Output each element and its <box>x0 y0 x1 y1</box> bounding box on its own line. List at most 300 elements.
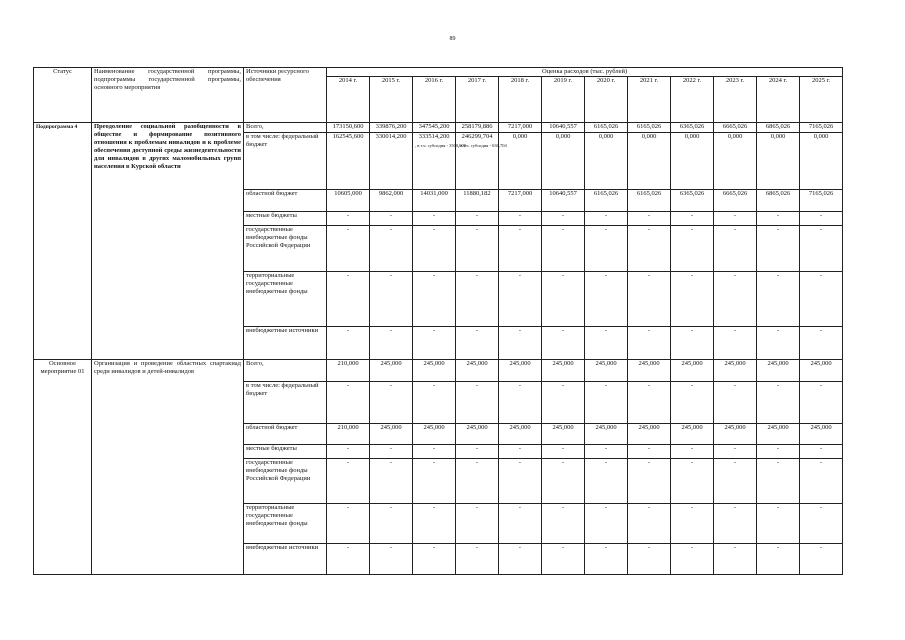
amount-value: - <box>389 504 393 511</box>
amount-cell <box>327 445 370 459</box>
amount-value: 245,000 <box>466 360 488 367</box>
amount-cell <box>800 327 843 360</box>
amount-cell <box>413 190 456 212</box>
amount-value: 245,000 <box>767 360 789 367</box>
amount-value: - <box>604 459 608 466</box>
amount-cell <box>542 212 585 226</box>
amount-value: - <box>432 272 436 279</box>
year-header: 2020 г. <box>585 77 628 123</box>
amount-value: - <box>647 504 651 511</box>
amount-value: 11880,182 <box>463 190 491 197</box>
amount-cell <box>800 226 843 272</box>
funding-source-cell: местные бюджеты <box>244 445 327 459</box>
amount-value: 0,000 <box>770 133 786 140</box>
amount-cell <box>327 459 370 504</box>
amount-cell <box>714 544 757 575</box>
amount-value: 333514,200 <box>418 133 450 140</box>
amount-cell <box>671 212 714 226</box>
amount-value: - <box>604 272 608 279</box>
amount-value: 6865,026 <box>765 190 791 197</box>
amount-cell <box>413 445 456 459</box>
amount-value: 0,000 <box>598 133 614 140</box>
amount-cell <box>499 190 542 212</box>
amount-cell <box>499 272 542 327</box>
amount-cell <box>800 190 843 212</box>
year-header: 2019 г. <box>542 77 585 123</box>
amount-cell <box>413 133 466 190</box>
amount-value: - <box>561 226 565 233</box>
amount-cell <box>456 382 499 424</box>
amount-value: - <box>518 327 522 334</box>
amount-cell <box>757 123 800 133</box>
amount-cell <box>585 133 628 190</box>
amount-cell <box>714 445 757 459</box>
amount-cell <box>714 424 757 445</box>
amount-value: - <box>475 327 479 334</box>
amount-value: - <box>475 382 479 389</box>
amount-value: - <box>647 459 651 466</box>
funding-source-cell: внебюджетные источники <box>244 327 327 360</box>
amount-value: 330014,200 <box>375 133 407 140</box>
amount-value: - <box>647 445 651 452</box>
amount-cell <box>499 123 542 133</box>
amount-cell <box>585 226 628 272</box>
amount-cell <box>456 226 499 272</box>
amount-cell <box>370 212 413 226</box>
funding-source-cell: государственные внебюджетные фонды Российской Федерации <box>244 459 327 504</box>
amount-value: 258179,886 <box>461 123 493 130</box>
table-row <box>34 360 843 382</box>
amount-value: 245,000 <box>423 360 445 367</box>
amount-value: 245,000 <box>595 424 617 431</box>
amount-value: - <box>518 504 522 511</box>
amount-cell <box>456 133 507 190</box>
amount-value: - <box>604 382 608 389</box>
amount-cell <box>671 445 714 459</box>
amount-value: - <box>389 226 393 233</box>
amount-cell <box>413 360 456 382</box>
amount-value: - <box>432 504 436 511</box>
amount-value: - <box>819 327 823 334</box>
amount-value: - <box>389 459 393 466</box>
amount-value: - <box>518 212 522 219</box>
amount-value: - <box>518 226 522 233</box>
amount-value: 245,000 <box>509 360 531 367</box>
year-header: 2014 г. <box>327 77 370 123</box>
amount-cell <box>327 382 370 424</box>
amount-cell <box>327 190 370 212</box>
amount-value: 6165,026 <box>636 190 662 197</box>
amount-value: 6865,026 <box>765 123 791 130</box>
amount-value: - <box>776 272 780 279</box>
amount-value: - <box>733 445 737 452</box>
amount-value: 210,000 <box>337 360 359 367</box>
header-row <box>34 68 843 77</box>
amount-cell <box>499 382 542 424</box>
amount-value: 0,000 <box>555 133 571 140</box>
amount-value: - <box>518 382 522 389</box>
amount-value: - <box>432 445 436 452</box>
amount-cell <box>757 226 800 272</box>
amount-cell <box>671 190 714 212</box>
amount-cell <box>757 424 800 445</box>
amount-value: - <box>346 459 350 466</box>
amount-value: - <box>776 459 780 466</box>
amount-value: - <box>346 226 350 233</box>
amount-cell <box>714 360 757 382</box>
amount-cell <box>757 382 800 424</box>
amount-cell <box>671 459 714 504</box>
subsidy-note: , в т.ч. субсидия - 630,704 <box>458 143 507 148</box>
amount-cell <box>757 459 800 504</box>
amount-cell <box>370 226 413 272</box>
year-header: 2021 г. <box>628 77 671 123</box>
amount-value: - <box>733 382 737 389</box>
amount-cell <box>671 360 714 382</box>
amount-cell <box>370 133 413 190</box>
amount-cell <box>413 504 456 544</box>
amount-cell <box>757 504 800 544</box>
amount-cell <box>714 190 757 212</box>
amount-value: - <box>389 382 393 389</box>
amount-value: - <box>733 212 737 219</box>
amount-cell <box>628 424 671 445</box>
amount-value: - <box>561 327 565 334</box>
amount-cell <box>757 327 800 360</box>
amount-value: - <box>475 212 479 219</box>
header-source: Источники ресурсного обеспечения <box>244 68 327 123</box>
amount-value: 245,000 <box>380 424 402 431</box>
amount-cell <box>370 360 413 382</box>
amount-value: - <box>389 445 393 452</box>
amount-cell <box>585 327 628 360</box>
amount-cell <box>456 212 499 226</box>
amount-value: 173150,600 <box>332 123 364 130</box>
amount-cell <box>327 544 370 575</box>
amount-cell <box>628 212 671 226</box>
amount-value: - <box>733 504 737 511</box>
amount-value: 245,000 <box>724 424 746 431</box>
amount-value: 339876,200 <box>375 123 407 130</box>
amount-value: - <box>346 212 350 219</box>
amount-value: 6365,026 <box>679 190 705 197</box>
amount-cell <box>628 327 671 360</box>
amount-cell <box>800 212 843 226</box>
amount-value: - <box>819 459 823 466</box>
amount-cell <box>628 360 671 382</box>
amount-cell <box>456 327 499 360</box>
amount-value: 6165,026 <box>593 190 619 197</box>
funding-source-cell: Всего, <box>244 123 327 133</box>
amount-cell <box>542 360 585 382</box>
amount-value: 245,000 <box>681 360 703 367</box>
amount-cell <box>671 133 714 190</box>
amount-cell <box>499 327 542 360</box>
amount-cell <box>413 123 456 133</box>
funding-source-cell: областной бюджет <box>244 424 327 445</box>
amount-value: 245,000 <box>466 424 488 431</box>
amount-cell <box>499 212 542 226</box>
year-header: 2017 г. <box>456 77 499 123</box>
amount-cell <box>499 459 542 504</box>
header-name: Наименование государственной программы, подпрограммы государственной программы, основного мероприятия <box>92 68 244 123</box>
amount-cell <box>757 133 800 190</box>
amount-cell <box>714 459 757 504</box>
amount-cell <box>671 226 714 272</box>
status-cell: Основное мероприятие 01 <box>34 360 92 575</box>
funding-source-cell: Всего, <box>244 360 327 382</box>
amount-value: - <box>733 459 737 466</box>
amount-cell <box>542 424 585 445</box>
amount-value: - <box>604 504 608 511</box>
amount-value: - <box>475 544 479 551</box>
amount-value: - <box>776 504 780 511</box>
amount-cell <box>671 327 714 360</box>
amount-cell <box>800 424 843 445</box>
amount-cell <box>327 360 370 382</box>
amount-cell <box>671 382 714 424</box>
amount-value: - <box>346 445 350 452</box>
amount-cell <box>456 360 499 382</box>
amount-value: - <box>561 382 565 389</box>
amount-cell <box>800 459 843 504</box>
amount-cell <box>800 272 843 327</box>
amount-cell <box>628 272 671 327</box>
amount-cell <box>585 544 628 575</box>
amount-value: - <box>690 212 694 219</box>
amount-cell <box>327 424 370 445</box>
amount-value: - <box>776 382 780 389</box>
amount-value: - <box>561 272 565 279</box>
amount-cell <box>585 445 628 459</box>
amount-value: - <box>604 226 608 233</box>
amount-value: 6165,026 <box>636 123 662 130</box>
amount-cell <box>800 445 843 459</box>
amount-cell <box>585 272 628 327</box>
amount-value: 245,000 <box>810 360 832 367</box>
amount-value: 7165,026 <box>808 123 834 130</box>
amount-cell <box>671 544 714 575</box>
amount-value: - <box>690 226 694 233</box>
amount-cell <box>757 360 800 382</box>
amount-cell <box>714 272 757 327</box>
amount-cell <box>327 123 370 133</box>
amount-value: - <box>690 445 694 452</box>
amount-value: - <box>647 544 651 551</box>
amount-cell <box>456 190 499 212</box>
amount-value: - <box>561 459 565 466</box>
amount-cell <box>327 504 370 544</box>
amount-cell <box>370 123 413 133</box>
amount-value: 210,000 <box>337 424 359 431</box>
amount-value: - <box>604 445 608 452</box>
amount-value: - <box>389 272 393 279</box>
amount-value: - <box>518 272 522 279</box>
amount-value: - <box>518 459 522 466</box>
amount-value: - <box>819 382 823 389</box>
amount-cell <box>327 133 370 190</box>
amount-cell <box>413 424 456 445</box>
amount-value: 7217,000 <box>507 190 533 197</box>
amount-cell <box>714 382 757 424</box>
funding-source-cell: территориальные государственные внебюджетные фонды <box>244 272 327 327</box>
amount-value: - <box>647 212 651 219</box>
amount-value: 0,000 <box>684 133 700 140</box>
funding-source-cell: областной бюджет <box>244 190 327 212</box>
amount-cell <box>413 226 456 272</box>
year-header: 2016 г. <box>413 77 456 123</box>
amount-cell <box>585 360 628 382</box>
amount-value: 347545,200 <box>418 123 450 130</box>
amount-value: 6165,026 <box>593 123 619 130</box>
amount-cell <box>800 382 843 424</box>
amount-value: - <box>475 459 479 466</box>
amount-cell <box>585 459 628 504</box>
amount-cell <box>370 459 413 504</box>
amount-value: 245,000 <box>638 360 660 367</box>
amount-cell <box>413 212 456 226</box>
amount-value: - <box>432 212 436 219</box>
amount-cell <box>714 226 757 272</box>
amount-cell <box>628 382 671 424</box>
amount-value: - <box>819 504 823 511</box>
amount-cell <box>542 504 585 544</box>
amount-value: - <box>561 445 565 452</box>
amount-value: - <box>690 544 694 551</box>
amount-cell <box>671 424 714 445</box>
amount-cell <box>585 123 628 133</box>
amount-value: - <box>647 382 651 389</box>
subsidy-note: , в т.ч. субсидия - 3500,000 <box>415 143 466 148</box>
header-status: Статус <box>34 68 92 123</box>
amount-value: - <box>819 544 823 551</box>
header-estimate: Оценка расходов (тыс. рублей) <box>327 68 843 77</box>
amount-cell <box>499 504 542 544</box>
amount-cell <box>585 190 628 212</box>
amount-cell <box>671 123 714 133</box>
amount-cell <box>585 424 628 445</box>
table-row <box>34 123 843 133</box>
amount-cell <box>327 226 370 272</box>
amount-cell <box>628 133 671 190</box>
amount-value: 245,000 <box>681 424 703 431</box>
amount-cell <box>800 123 843 133</box>
amount-cell <box>800 544 843 575</box>
amount-value: 7217,000 <box>507 123 533 130</box>
amount-cell <box>413 382 456 424</box>
amount-value: 9862,000 <box>378 190 404 197</box>
amount-value: - <box>776 544 780 551</box>
amount-cell <box>671 272 714 327</box>
amount-value: - <box>346 382 350 389</box>
budget-table <box>33 67 843 575</box>
amount-value: - <box>346 272 350 279</box>
amount-value: - <box>776 445 780 452</box>
amount-cell <box>542 226 585 272</box>
amount-cell <box>757 190 800 212</box>
amount-value: - <box>819 272 823 279</box>
amount-value: 245,000 <box>552 360 574 367</box>
amount-cell <box>628 459 671 504</box>
amount-cell <box>800 133 843 190</box>
amount-value: 0,000 <box>727 133 743 140</box>
amount-value: - <box>432 382 436 389</box>
amount-value: - <box>733 226 737 233</box>
amount-cell <box>327 272 370 327</box>
amount-cell <box>499 360 542 382</box>
funding-source-cell: территориальные государственные внебюджетные фонды <box>244 504 327 544</box>
amount-cell <box>714 327 757 360</box>
amount-cell <box>370 272 413 327</box>
amount-cell <box>671 504 714 544</box>
amount-value: 10640,557 <box>549 190 577 197</box>
amount-cell <box>628 226 671 272</box>
amount-value: - <box>432 226 436 233</box>
status-cell: Подпрограмма 4 <box>34 123 92 360</box>
amount-value: 14031,000 <box>420 190 448 197</box>
amount-value: 245,000 <box>767 424 789 431</box>
amount-value: - <box>690 504 694 511</box>
amount-cell <box>757 212 800 226</box>
program-name-cell: Организация и проведение областных спартакиад среди инвалидов и детей-инвалидов <box>92 360 244 575</box>
amount-value: - <box>432 544 436 551</box>
amount-cell <box>542 327 585 360</box>
amount-cell <box>628 504 671 544</box>
amount-value: 10605,000 <box>334 190 362 197</box>
amount-cell <box>499 133 542 190</box>
amount-cell <box>499 544 542 575</box>
amount-cell <box>456 123 499 133</box>
amount-value: 0,000 <box>641 133 657 140</box>
amount-value: - <box>389 212 393 219</box>
year-header: 2018 г. <box>499 77 542 123</box>
amount-cell <box>628 544 671 575</box>
amount-cell <box>413 272 456 327</box>
amount-value: 0,000 <box>512 133 528 140</box>
amount-value: - <box>475 445 479 452</box>
amount-cell <box>542 190 585 212</box>
amount-cell <box>456 459 499 504</box>
amount-value: - <box>776 226 780 233</box>
amount-value: - <box>518 544 522 551</box>
amount-cell <box>800 360 843 382</box>
amount-value: - <box>776 327 780 334</box>
program-name-cell: Преодоление социальной разобщенности в обществе и формирование позитивного отношения к проблемам инвалидов и к проблеме обеспечения доступной среды жизнедеятельности для инвалидов в других маломобильных групп населения в Курской области <box>92 123 244 360</box>
amount-cell <box>327 212 370 226</box>
amount-value: - <box>776 212 780 219</box>
amount-value: - <box>604 544 608 551</box>
amount-value: - <box>733 544 737 551</box>
amount-cell <box>542 459 585 504</box>
year-header: 2015 г. <box>370 77 413 123</box>
amount-cell <box>542 133 585 190</box>
amount-cell <box>456 445 499 459</box>
amount-value: - <box>819 212 823 219</box>
amount-value: - <box>475 226 479 233</box>
amount-value: - <box>604 327 608 334</box>
amount-value: 245,000 <box>423 424 445 431</box>
amount-value: - <box>647 272 651 279</box>
year-header: 2022 г. <box>671 77 714 123</box>
amount-cell <box>542 123 585 133</box>
amount-value: - <box>819 445 823 452</box>
amount-cell <box>413 459 456 504</box>
amount-cell <box>714 212 757 226</box>
amount-value: 245,000 <box>595 360 617 367</box>
amount-value: - <box>518 445 522 452</box>
amount-cell <box>413 327 456 360</box>
amount-value: 245,000 <box>810 424 832 431</box>
